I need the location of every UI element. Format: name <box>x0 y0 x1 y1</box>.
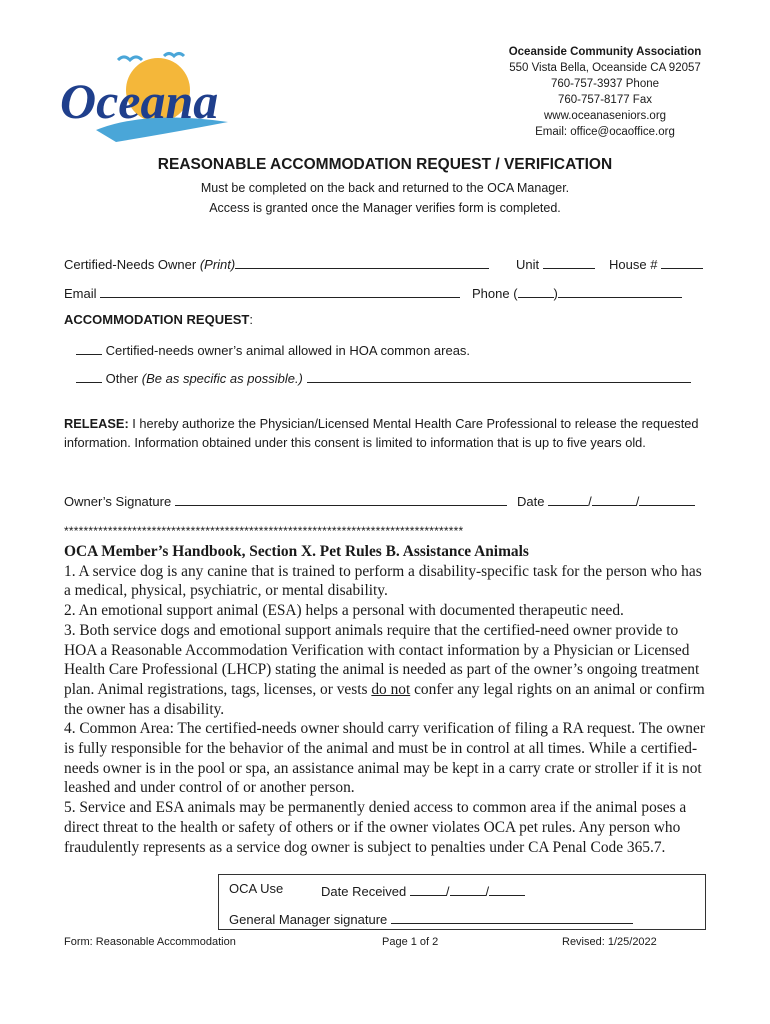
logo-bird-1 <box>118 57 142 60</box>
received-slash-1: / <box>445 884 450 899</box>
phone-paren: ) <box>553 286 558 301</box>
phone-label: Phone ( <box>472 286 518 301</box>
house-label: House # <box>609 257 658 272</box>
signature-label: Owner’s Signature <box>64 494 172 509</box>
form-subtitle <box>0 178 770 218</box>
email-field[interactable] <box>100 283 460 298</box>
email-row <box>64 283 460 301</box>
date-slash-2: / <box>635 494 640 509</box>
request-option-2 <box>76 368 691 386</box>
phone-area-code-field[interactable] <box>518 283 554 298</box>
footer-form-name: Form: Reasonable Accommodation <box>64 936 236 948</box>
email-label: Email <box>64 286 97 301</box>
phone-row <box>472 283 682 301</box>
received-year-field[interactable] <box>489 881 525 896</box>
org-phone: 760-757-3937 Phone <box>550 78 660 90</box>
owner-label: Certified-Needs Owner <box>64 257 197 272</box>
release-text: I hereby authorize the Physician/Licensed Mental Health Care Professional to release the requested information. Information obtained under this consent is limited to information that is up to five years old. <box>64 416 699 450</box>
form-title: REASONABLE ACCOMMODATION REQUEST / VERIFICATION <box>157 156 613 173</box>
request-heading: ACCOMMODATION REQUEST <box>64 312 250 327</box>
gm-signature-label: General Manager signature <box>229 912 388 927</box>
phone-number-field[interactable] <box>558 283 682 298</box>
footer-revised: Revised: 1/25/2022 <box>562 936 657 948</box>
option-2-checkbox-line[interactable] <box>76 368 102 383</box>
house-row <box>609 254 703 272</box>
date-label: Date <box>517 494 545 509</box>
handbook-item-1: 1. A service dog is any canine that is trained to perform a disability-specific task for the person who has a medical, physical, psychiatric, or mental disability. <box>64 562 702 600</box>
organization-info <box>480 44 730 140</box>
item-3-text-a: 3. Both service dogs and emotional support animals require that the certified-need owner provide to HOA a Reasonable Accommodation Verification with contact information by a Physician or Licensed Health Care Professional (LHCP) stating the animal is needed as part of the owner’s ongoing treatment plan. Animal registrations, tags, licenses, or vests <box>64 621 700 698</box>
option-2-label: Other <box>105 371 139 386</box>
owner-name-field[interactable] <box>235 254 489 269</box>
footer-page-number: Page 1 of 2 <box>382 936 439 948</box>
org-address: 550 Vista Bella, Oceanside CA 92057 <box>509 62 701 74</box>
logo-wordmark: Oceana <box>60 73 219 129</box>
received-slash-2: / <box>485 884 490 899</box>
oca-use-label: OCA Use <box>229 881 284 896</box>
received-month-field[interactable] <box>410 881 446 896</box>
received-day-field[interactable] <box>450 881 486 896</box>
option-2-hint: (Be as specific as possible.) <box>141 371 303 386</box>
item-3-text-b: confer any legal rights on an animal or confirm the owner has a disability. <box>64 680 705 718</box>
separator-stars: ********************************************************************************** <box>64 524 464 538</box>
logo-bird-2 <box>164 54 184 57</box>
option-1-checkbox-line[interactable] <box>76 340 102 355</box>
house-field[interactable] <box>661 254 703 269</box>
owner-row <box>64 254 489 272</box>
handbook-item-4: 4. Common Area: The certified-needs owner should carry verification of filing a RA request. The owner is fully responsible for the behavior of the animal and must be in control at all times. While a certified-needs owner is in the pool or spa, an assistance animal may be kept in a carry crate or stroller if it is not leashed and under control of or another person. <box>64 720 705 797</box>
request-option-1 <box>76 340 470 358</box>
gm-signature-field[interactable] <box>391 909 633 924</box>
gm-signature-row <box>229 909 633 927</box>
subtitle-line-1: Must be completed on the back and returned to the OCA Manager. <box>200 181 570 195</box>
unit-field[interactable] <box>543 254 595 269</box>
item-3-underlined: do not <box>371 680 411 698</box>
release-label: RELEASE: <box>64 416 129 431</box>
owner-hint: (Print) <box>199 257 236 272</box>
logo-graphic <box>56 46 236 146</box>
org-fax: 760-757-8177 Fax <box>558 94 652 106</box>
unit-row <box>516 254 595 272</box>
option-2-details-field[interactable] <box>307 368 691 383</box>
oceana-logo <box>56 46 236 146</box>
date-row <box>517 491 695 509</box>
owner-signature-field[interactable] <box>175 491 507 506</box>
date-year-field[interactable] <box>639 491 695 506</box>
date-day-field[interactable] <box>592 491 636 506</box>
request-heading-row <box>64 312 253 327</box>
handbook-title: OCA Member’s Handbook, Section X. Pet Rules B. Assistance Animals <box>64 543 529 560</box>
handbook-item-3 <box>64 621 712 720</box>
org-email: Email: office@ocaoffice.org <box>535 126 675 138</box>
oca-use-box <box>218 874 706 930</box>
org-name: Oceanside Community Association <box>508 46 702 58</box>
option-1-text: Certified-needs owner’s animal allowed in HOA common areas. <box>105 343 471 358</box>
handbook-item-2: 2. An emotional support animal (ESA) helps a personal with documented therapeutic need. <box>64 602 624 620</box>
unit-label: Unit <box>516 257 540 272</box>
handbook-item-5: 5. Service and ESA animals may be permanently denied access to common area if the animal poses a direct threat to the health or safety of others or if the owner violates OCA pet rules. Any person who fraudulently represents as a service dog owner is subject to penalties under CA Penal Code 365.7. <box>64 799 687 856</box>
org-website: www.oceanaseniors.org <box>543 110 667 122</box>
date-received-label: Date Received <box>321 884 407 899</box>
date-month-field[interactable] <box>548 491 588 506</box>
date-slash-1: / <box>588 494 592 509</box>
release-statement <box>64 414 714 452</box>
signature-row <box>64 491 507 509</box>
date-received-row <box>321 881 525 899</box>
subtitle-line-2: Access is granted once the Manager verifies form is completed. <box>209 201 561 215</box>
request-colon: : <box>249 312 253 327</box>
handbook-section <box>64 542 712 857</box>
